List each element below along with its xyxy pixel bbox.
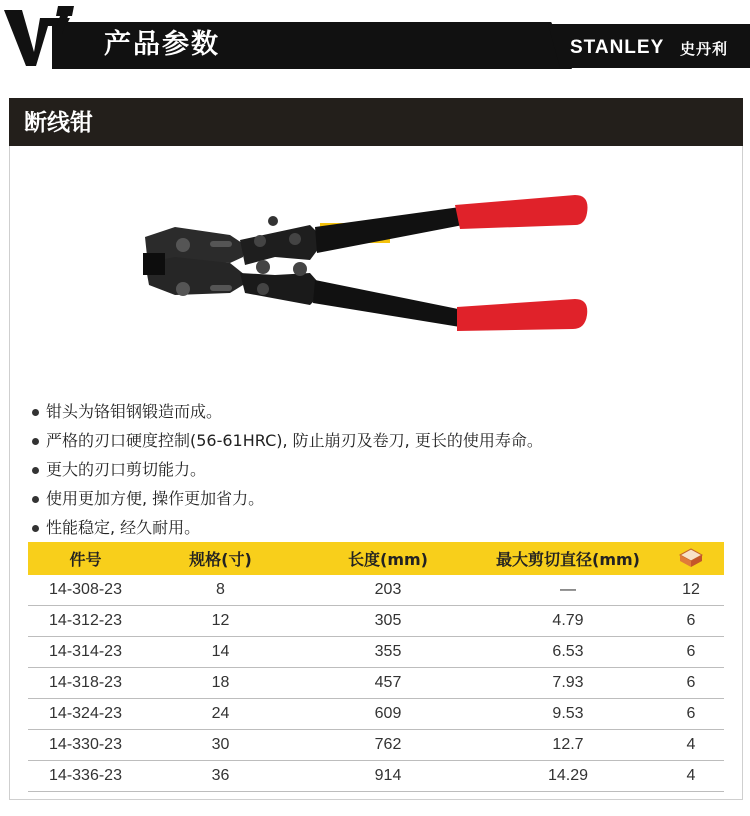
cell-part-number: 14-318-23: [49, 674, 122, 691]
cell-part-number: 14-312-23: [49, 612, 122, 629]
cell-length: 203: [374, 581, 402, 598]
list-item: [30, 427, 730, 456]
table-row: [28, 637, 724, 668]
cell-max-cut-diameter: 14.29: [547, 767, 589, 784]
cell-part-number: 14-336-23: [49, 767, 122, 784]
cell-length: 914: [374, 767, 402, 784]
header-package-qty: [658, 546, 724, 572]
cell-size: 36: [211, 767, 230, 784]
cell-package-qty: 6: [686, 674, 696, 691]
cell-length: 762: [374, 736, 402, 753]
cell-package-qty: 4: [686, 767, 696, 784]
cell-size: 12: [211, 612, 230, 629]
header-part-number: 件号: [69, 550, 102, 569]
list-item: [30, 398, 730, 427]
cell-part-number: 14-330-23: [49, 736, 122, 753]
feature-text: 使用更加方便, 操作更加省力。: [46, 489, 265, 508]
brand-logo: STANLEY: [570, 37, 665, 58]
cell-package-qty: 6: [686, 643, 696, 660]
header-size: 规格(寸): [189, 550, 252, 569]
cell-max-cut-diameter: 7.93: [552, 674, 584, 691]
cell-length: 355: [374, 643, 402, 660]
table-row: [28, 575, 724, 606]
feature-text: 性能稳定, 经久耐用。: [46, 518, 201, 537]
table-row: [28, 761, 724, 792]
header-length: 长度(mm): [348, 550, 428, 569]
page-title: 产品参数: [104, 29, 220, 60]
bullet-icon: [32, 409, 39, 416]
table-header-row: [28, 542, 724, 575]
table-body: [28, 575, 724, 792]
bullet-icon: [32, 496, 39, 503]
cell-package-qty: 6: [686, 612, 696, 629]
feature-text: 严格的刃口硬度控制(56-61HRC), 防止崩刃及卷刀, 更长的使用寿命。: [46, 431, 543, 450]
feature-text: 钳头为铬钼钢锻造而成。: [46, 402, 223, 421]
cell-max-cut-diameter: 4.79: [552, 612, 584, 629]
bullet-icon: [32, 467, 39, 474]
cell-max-cut-diameter: 12.7: [552, 736, 584, 753]
cell-size: 14: [211, 643, 230, 660]
cell-size: 8: [216, 581, 225, 598]
product-name: 断线钳: [24, 110, 93, 136]
table-row: [28, 606, 724, 637]
list-item: [30, 485, 730, 514]
feature-list: [30, 398, 730, 543]
stanley-v-logo-icon: [0, 4, 75, 70]
cell-package-qty: 12: [682, 581, 700, 598]
header-max-cut-diameter: 最大剪切直径(mm): [496, 550, 640, 569]
list-item: [30, 514, 730, 543]
table-row: [28, 730, 724, 761]
table-row: [28, 699, 724, 730]
cell-part-number: 14-308-23: [49, 581, 122, 598]
cell-package-qty: 6: [686, 705, 696, 722]
bullet-icon: [32, 438, 39, 445]
cell-length: 305: [374, 612, 402, 629]
cell-part-number: 14-324-23: [49, 705, 122, 722]
cell-max-cut-diameter: 6.53: [552, 643, 584, 660]
list-item: [30, 456, 730, 485]
page-header: [0, 0, 750, 70]
cell-part-number: 14-314-23: [49, 643, 122, 660]
cell-size: 24: [211, 705, 230, 722]
cell-max-cut-diameter: 9.53: [552, 705, 584, 722]
feature-text: 更大的刃口剪切能力。: [46, 460, 207, 479]
table-row: [28, 668, 724, 699]
cell-size: 30: [211, 736, 230, 753]
cell-package-qty: 4: [686, 736, 696, 753]
bolt-cutter-image: [135, 185, 595, 335]
cell-length: 457: [374, 674, 402, 691]
cell-length: 609: [374, 705, 402, 722]
cell-size: 18: [211, 674, 230, 691]
spec-table: [28, 542, 724, 792]
cell-max-cut-diameter: —: [560, 581, 576, 598]
brand-chinese-name: 史丹利: [680, 40, 729, 58]
box-icon: [678, 546, 704, 568]
product-panel-header: [9, 98, 743, 146]
bullet-icon: [32, 525, 39, 532]
